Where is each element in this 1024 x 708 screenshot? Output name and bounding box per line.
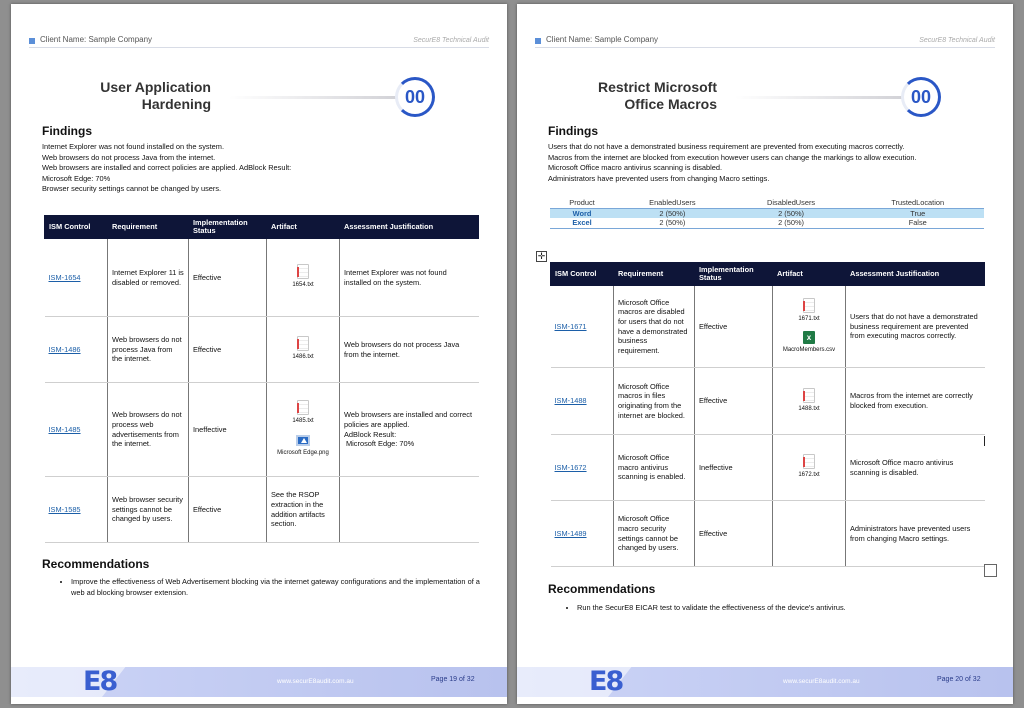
page-footer [11,667,507,697]
finding-line: Microsoft Office macro antivirus scanning is disabled. [548,163,723,173]
ism-link[interactable]: ISM-1488 [554,396,587,406]
artifact-cell [773,286,846,368]
status-cell: Effective [695,286,773,368]
artifact-filename[interactable]: 1486.txt [292,354,314,361]
product-cell: Excel [550,218,614,228]
product-header: Product [550,198,614,208]
artifact-cell [773,501,846,567]
product-cell: Word [550,208,614,218]
ism-controls-table [550,262,985,567]
requirement-cell: Web browsers do not process web advertisements from the internet. [108,383,189,477]
justification-cell: Microsoft Office macro antivirus scanning is disabled. [846,435,985,501]
artifact-filename[interactable]: 1654.txt [292,282,314,289]
footer-url[interactable]: www.securE8audit.com.au [783,678,860,685]
product-cell: 2 (50%) [731,208,852,218]
header-implementation-status: Implementation Status [695,263,773,286]
document-page-20 [517,4,1013,704]
page-number: Page 20 of 32 [937,676,981,683]
finding-line: Microsoft Edge: 70% [42,173,111,183]
product-header: DisabledUsers [731,198,852,208]
table-resize-handle[interactable] [984,564,997,577]
ism-link[interactable]: ISM-1672 [554,462,587,472]
status-cell: Ineffective [189,383,267,477]
header-requirement: Requirement [614,263,695,286]
ism-link[interactable]: ISM-1585 [48,504,81,514]
requirement-cell: Microsoft Office macros in files originating from the internet are blocked. [614,368,695,435]
ism-link[interactable]: ISM-1485 [48,424,81,434]
finding-line: Administrators have prevented users from changing Macro settings. [548,173,770,183]
status-cell: Effective [189,317,267,383]
text-file-icon[interactable] [803,298,815,313]
page-footer [517,667,1013,697]
justification-cell: Users that do not have a demonstrated business requirement are prevented from executing macros correctly. [846,286,985,368]
header-implementation-status: Implementation Status [189,216,267,239]
maturity-badge: 00 [901,77,941,117]
header-ism-control: ISM Control [551,263,614,286]
requirement-cell: Web browser security settings cannot be changed by users. [108,477,189,543]
text-cursor [984,436,985,446]
header-artifact: Artifact [267,216,340,239]
requirement-cell: Microsoft Office macro antivirus scanning is enabled. [614,435,695,501]
section-title [557,79,717,113]
title-divider [229,96,404,99]
excel-file-icon[interactable]: x [803,331,815,344]
header-assessment-justification: Assessment Justification [340,216,479,239]
table-row [551,501,985,567]
recommendations-heading: Recommendations [548,582,656,596]
ism-controls-table [44,215,479,543]
client-name: Client Name: Sample Company [40,35,153,44]
ism-link[interactable]: ISM-1654 [48,272,81,282]
table-row [551,368,985,435]
header-assessment-justification: Assessment Justification [846,263,985,286]
requirement-cell: Web browsers do not process Java from the internet. [108,317,189,383]
title-divider [735,96,910,99]
findings-text [548,142,988,184]
justification-line: Microsoft Edge: 70% [346,439,415,449]
finding-line: Internet Explorer was not found installed on the system. [42,142,224,151]
recommendations-list [567,603,987,614]
footer-shape [517,667,647,697]
e8-logo: E8 [83,666,117,697]
product-header: TrustedLocation [851,198,984,208]
findings-heading: Findings [42,124,92,138]
text-file-icon[interactable] [803,388,815,403]
finding-line: Web browsers are installed and correct policies are applied. AdBlock Result: [42,163,292,173]
justification-cell: Macros from the internet are correctly blocked from execution. [846,368,985,435]
artifact-filename[interactable]: 1671.txt [798,315,820,322]
findings-heading: Findings [548,124,598,138]
justification-cell: Web browsers do not process Java from the internet. [340,317,479,383]
footer-shape [11,667,141,697]
product-cell: 2 (50%) [731,218,852,228]
product-cell: True [851,208,984,218]
image-file-icon[interactable] [296,435,310,446]
header-requirement: Requirement [108,216,189,239]
header-artifact: Artifact [773,263,846,286]
audit-title: SecurE8 Technical Audit [919,37,995,44]
product-cell: 2 (50%) [614,218,731,228]
artifact-cell [773,435,846,501]
justification-line: AdBlock Result: [344,429,397,439]
recommendation-item: • Improve the effectiveness of Web Advertisement blocking via the internet gateway configurations and the implementation of a web ad blocking browser extension. [71,577,481,598]
section-title [51,79,211,113]
maturity-badge: 00 [395,77,435,117]
product-cell: False [851,218,984,228]
table-move-handle-icon[interactable]: ✛ [537,251,546,261]
section-title-line2: Office Macros [624,96,717,112]
justification-cell: Internet Explorer was not found installed on the system. [340,239,479,317]
artifact-cell [773,368,846,435]
finding-line: Users that do not have a demonstrated business requirement are prevented from executing macros correctly. [548,142,905,151]
header-square-icon [29,38,35,44]
status-cell: Effective [695,368,773,435]
artifact-cell [267,317,340,383]
finding-line: Web browsers do not process Java from the internet. [42,152,216,162]
section-title-line1: Restrict Microsoft [597,79,717,95]
artifact-filename[interactable]: 1488.txt [798,405,820,412]
finding-line: Browser security settings cannot be changed by users. [42,184,222,194]
table-row [45,383,479,477]
table-header-row [45,216,479,239]
section-title-line1: User Application [100,79,211,95]
footer-url[interactable]: www.securE8audit.com.au [277,678,354,685]
page-number: Page 19 of 32 [431,676,475,683]
requirement-cell: Microsoft Office macro security settings cannot be changed by users. [614,501,695,567]
product-header-row [550,198,984,208]
artifact-cell [267,239,340,317]
table-row [45,239,479,317]
findings-text [42,142,482,195]
requirement-cell: Internet Explorer 11 is disabled or removed. [108,239,189,317]
product-row [550,218,984,228]
recommendations-heading: Recommendations [42,557,150,571]
artifact-cell [267,383,340,477]
text-file-icon[interactable] [297,336,309,351]
ism-link[interactable]: ISM-1671 [554,321,587,331]
status-cell: Effective [695,501,773,567]
table-row [45,477,479,543]
artifact-filename[interactable]: Microsoft Edge.png [277,450,329,456]
ism-link[interactable]: ISM-1486 [48,344,81,354]
product-row [550,208,984,218]
text-file-icon[interactable] [297,400,309,415]
page-header [29,34,489,48]
recommendations-list [61,577,481,598]
audit-title: SecurE8 Technical Audit [413,37,489,44]
page-header [535,34,995,48]
artifact-filename[interactable]: 1485.txt [292,418,314,425]
document-page-19 [11,4,507,704]
justification-line: Web browsers are installed and correct policies are applied. [344,410,473,429]
header-ism-control: ISM Control [45,216,108,239]
artifact-cell: See the RSOP extraction in the addition artifacts section. [267,477,340,543]
header-square-icon [535,38,541,44]
status-cell: Effective [189,239,267,317]
requirement-cell: Microsoft Office macros are disabled for users that do not have a demonstrated business requirement. [614,286,695,368]
ism-link[interactable]: ISM-1489 [554,528,587,538]
justification-cell: Administrators have prevented users from changing Macro settings. [846,501,985,567]
product-header: EnabledUsers [614,198,731,208]
status-cell: Effective [189,477,267,543]
status-cell: Ineffective [695,435,773,501]
e8-logo: E8 [589,666,623,697]
table-row [551,435,985,501]
recommendation-item: • Run the SecurE8 EICAR test to validate the effectiveness of the device's antivirus. [577,603,987,614]
text-file-icon[interactable] [803,454,815,469]
section-title-line2: Hardening [141,96,211,112]
artifact-filename[interactable]: 1672.txt [798,472,820,479]
justification-cell [340,383,479,477]
client-name: Client Name: Sample Company [546,35,659,44]
table-header-row [551,263,985,286]
table-row [45,317,479,383]
justification-cell [340,477,479,543]
finding-line: Macros from the internet are blocked from execution however users can change the markings to allow execution. [548,152,917,162]
macro-product-table [550,198,984,229]
artifact-filename[interactable]: MacroMembers.csv [782,346,836,353]
table-row [551,286,985,368]
product-cell: 2 (50%) [614,208,731,218]
text-file-icon[interactable] [297,264,309,279]
